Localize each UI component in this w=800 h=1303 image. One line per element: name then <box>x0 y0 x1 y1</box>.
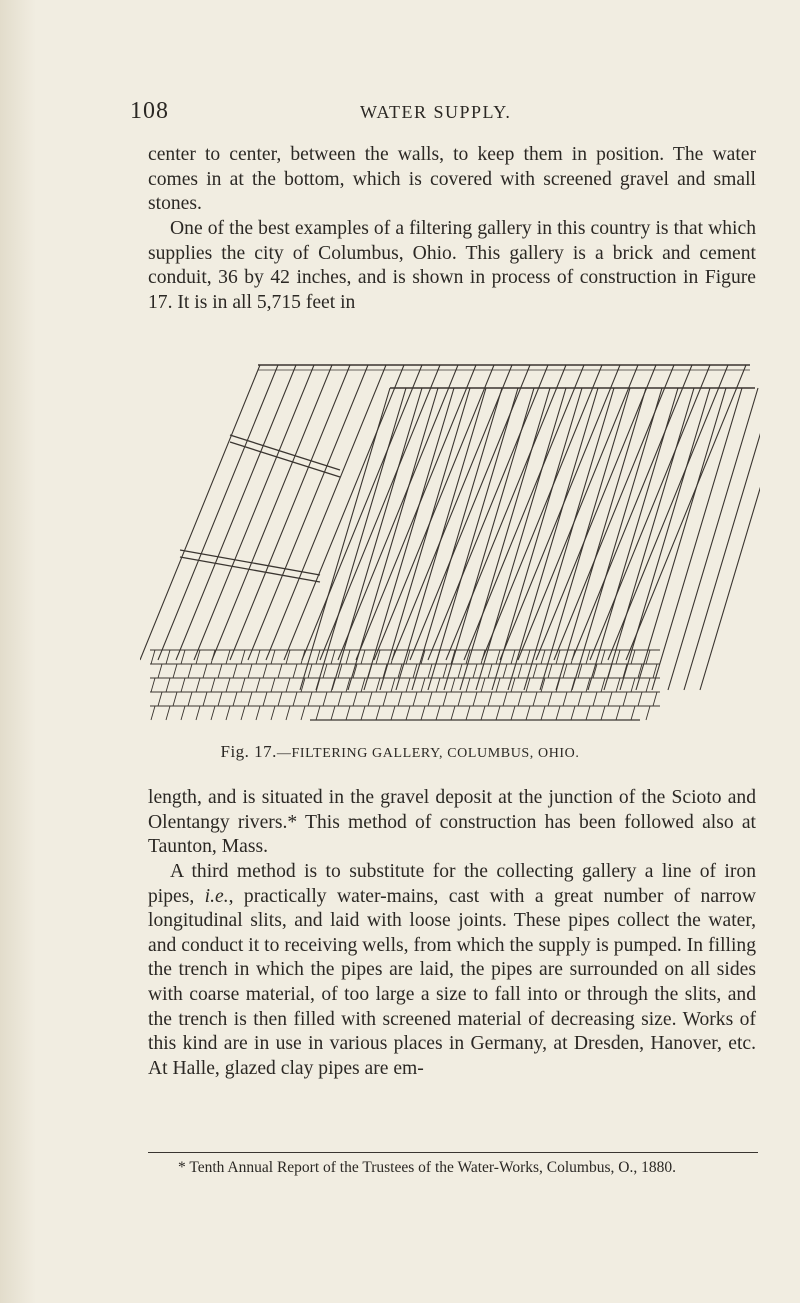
engraving-line <box>151 678 155 692</box>
engraving-line <box>230 435 340 470</box>
engraving-line <box>241 650 245 664</box>
engraving-line <box>248 692 252 706</box>
engraving-line <box>496 678 500 692</box>
engraving-line <box>212 365 332 660</box>
engraving-line <box>533 664 537 678</box>
engraving-line <box>488 664 492 678</box>
engraving-line <box>233 692 237 706</box>
engraving-line <box>188 664 192 678</box>
paragraph-1: center to center, between the walls, to keep them in position. The water comes in at the bottom, which is covered with screened gravel and small stones. <box>148 144 756 215</box>
engraving-line <box>203 664 207 678</box>
engraving-line <box>140 365 260 660</box>
engraving-line <box>301 706 305 720</box>
engraving-line <box>166 706 170 720</box>
paragraph-2: One of the best examples of a filtering gallery in this country is that which supplies the city of Columbus, Ohio. This gallery is a brick and cement conduit, 36 by 42 inches, and is shown in process of construction in Figure 17. It is in all 5,715 feet in <box>148 218 756 313</box>
engraving-line <box>541 650 545 664</box>
paragraph-4-end: , practically water-mains, cast with a great number of narrow longitudinal slits, and laid with loose joints. These pipes collect the water, and conduct it to receiving wells, from which the supply is pumped. In filling the trench in which the pipes are laid, the pipes are surrounded on all sides with coarse material, of too large a size to fall into or through the slits, and the trench is then filled with screened material of decreasing size. Works of this kind are in use in various places in Germany, at Dresden, Hanover, etc. At Halle, glazed clay pipes are em- <box>148 885 757 1079</box>
engraving-line <box>248 664 252 678</box>
engraving-line <box>556 678 560 692</box>
engraving-line <box>511 706 515 720</box>
engraving-line <box>368 692 372 706</box>
paragraph-3: length, and is situated in the gravel deposit at the junction of the Scioto and Olentangy rivers.* This method of construction has been followed also at Taunton, Mass. <box>148 787 756 858</box>
engraving-line <box>473 664 477 678</box>
engraving-line <box>616 650 620 664</box>
engraving-line <box>271 678 275 692</box>
engraving-line <box>353 692 357 706</box>
engraving-line <box>638 692 642 706</box>
engraving-line <box>556 650 560 664</box>
engraving-line <box>151 650 155 664</box>
engraving-line <box>308 692 312 706</box>
engraving-line <box>526 706 530 720</box>
engraving-line <box>230 442 340 477</box>
engraving-line <box>233 664 237 678</box>
engraving-line <box>226 678 230 692</box>
engraving-line <box>391 678 395 692</box>
engraving-line <box>361 650 365 664</box>
engraving-line <box>346 706 350 720</box>
engraving-line <box>458 692 462 706</box>
engraving-line <box>196 650 200 664</box>
engraving-line <box>518 692 522 706</box>
engraving-line <box>496 706 500 720</box>
engraving-line <box>466 678 470 692</box>
engraving-line <box>616 706 620 720</box>
engraving-line <box>323 692 327 706</box>
engraving-line <box>428 664 432 678</box>
engraving-line <box>218 664 222 678</box>
engraving-line <box>293 664 297 678</box>
engraving-line <box>511 650 515 664</box>
engraving-line <box>256 650 260 664</box>
engraving-line <box>684 388 760 690</box>
engraving-line <box>271 650 275 664</box>
running-title: WATER SUPPLY. <box>360 102 512 122</box>
engraving-line <box>406 678 410 692</box>
engraving-line <box>286 650 290 664</box>
engraving-line <box>571 706 575 720</box>
engraving-line <box>218 692 222 706</box>
engraving-line <box>203 692 207 706</box>
engraving-line <box>443 664 447 678</box>
engraving-line <box>488 692 492 706</box>
engraving-line <box>533 692 537 706</box>
engraving-line <box>593 692 597 706</box>
engraving-line <box>473 692 477 706</box>
engraving-line <box>466 706 470 720</box>
engraving-line <box>278 664 282 678</box>
engraving-line <box>181 678 185 692</box>
engraving-line <box>376 678 380 692</box>
engraving-line <box>248 365 368 660</box>
running-head <box>130 98 690 128</box>
engraving-line <box>241 706 245 720</box>
engraving-line <box>586 650 590 664</box>
engraving-line <box>413 692 417 706</box>
engraving-line <box>556 706 560 720</box>
engraving-line <box>571 678 575 692</box>
engraving-line <box>166 678 170 692</box>
engraving-line <box>346 650 350 664</box>
engraving-line <box>263 692 267 706</box>
engraving-line <box>194 365 314 660</box>
engraving-line <box>361 706 365 720</box>
engraving-line <box>181 706 185 720</box>
engraving-line <box>578 692 582 706</box>
engraving-line <box>308 664 312 678</box>
engraving-line <box>436 706 440 720</box>
engraving-line <box>503 664 507 678</box>
engraving-line <box>601 650 605 664</box>
engraving-line <box>406 650 410 664</box>
engraving-line <box>482 365 602 660</box>
engraving-line <box>196 678 200 692</box>
engraving-line <box>421 678 425 692</box>
engraving-line <box>623 692 627 706</box>
engraving-line <box>316 706 320 720</box>
engraving-line <box>518 664 522 678</box>
engraving-line <box>608 664 612 678</box>
engraving-line <box>256 706 260 720</box>
engraving-line <box>263 664 267 678</box>
engraving-line <box>646 678 650 692</box>
engraving-line <box>383 692 387 706</box>
engraving-line <box>151 706 155 720</box>
engraving-line <box>338 692 342 706</box>
engraving-line <box>286 678 290 692</box>
engraving-line <box>541 706 545 720</box>
engraving-line <box>376 706 380 720</box>
engraving-line <box>398 692 402 706</box>
engraving-line <box>392 365 512 660</box>
engraving-line <box>338 365 458 660</box>
engraving-line <box>286 706 290 720</box>
engraving-line <box>301 650 305 664</box>
engraving-line <box>601 706 605 720</box>
engraving-line <box>316 678 320 692</box>
engraving-line <box>158 664 162 678</box>
engraving-line <box>428 692 432 706</box>
figure-caption <box>0 742 800 762</box>
paragraph-4-start: A third method is to substitute for the collecting gallery a line of iron pipes, <box>148 861 756 907</box>
engraving-line <box>458 664 462 678</box>
filtering-gallery-illustration <box>140 360 760 740</box>
engraving-line <box>241 678 245 692</box>
engraving-line <box>496 650 500 664</box>
engraving-line <box>278 692 282 706</box>
figure-caption-text: —FILTERING GALLERY, COLUMBUS, OHIO. <box>276 746 580 761</box>
engraving-line <box>526 650 530 664</box>
engraving-line <box>631 678 635 692</box>
engraving-line <box>368 664 372 678</box>
engraving-line <box>266 365 386 660</box>
paragraph-4 <box>148 860 756 1081</box>
engraving-line <box>451 678 455 692</box>
engraving-line <box>211 678 215 692</box>
engraving-line <box>511 678 515 692</box>
engraving-line <box>481 706 485 720</box>
page-number: 108 <box>130 98 169 124</box>
engraving-line <box>571 650 575 664</box>
engraving-line <box>536 365 656 660</box>
engraving-line <box>180 550 320 575</box>
engraving-line <box>271 706 275 720</box>
engraving-line <box>700 388 760 690</box>
engraving-line <box>180 557 320 582</box>
engraving-line <box>653 692 657 706</box>
engraving-line <box>383 664 387 678</box>
engraving-line <box>226 706 230 720</box>
engraving-line <box>166 650 170 664</box>
engraving-line <box>181 650 185 664</box>
engraving-line <box>548 692 552 706</box>
engraving-line <box>331 706 335 720</box>
footnote-rule <box>148 1152 758 1153</box>
engraving-line <box>646 650 650 664</box>
engraving-line <box>302 365 422 660</box>
engraving-line <box>173 692 177 706</box>
engraving-line <box>481 678 485 692</box>
engraving-line <box>443 692 447 706</box>
page-gutter-shadow <box>0 0 36 1303</box>
engraving-line <box>158 365 278 660</box>
engraving-line <box>211 650 215 664</box>
engraving-line <box>211 706 215 720</box>
engraving-line <box>548 664 552 678</box>
footnote: * Tenth Annual Report of the Trustees of the Water-Works, Columbus, O., 1880. <box>178 1159 676 1176</box>
engraving-line <box>196 706 200 720</box>
engraving-line <box>376 650 380 664</box>
engraving-line <box>331 650 335 664</box>
engraving-line <box>293 692 297 706</box>
engraving-line <box>331 678 335 692</box>
engraving-line <box>623 664 627 678</box>
engraving-line <box>626 365 746 660</box>
engraving-line <box>563 692 567 706</box>
engraving-line <box>646 706 650 720</box>
figure-label: Fig. 17. <box>220 742 277 761</box>
engraving-line <box>503 692 507 706</box>
engraving-line <box>586 706 590 720</box>
engraving-line <box>158 692 162 706</box>
engraving-line <box>436 678 440 692</box>
engraving-line <box>176 365 296 660</box>
engraving-line <box>173 664 177 678</box>
engraving-line <box>436 650 440 664</box>
engraving-line <box>451 706 455 720</box>
engraving-line <box>391 706 395 720</box>
engraving-line <box>421 706 425 720</box>
engraving-line <box>226 650 230 664</box>
engraving-line <box>616 678 620 692</box>
engraving-line <box>406 706 410 720</box>
engraving-line <box>631 706 635 720</box>
engraving-line <box>188 692 192 706</box>
paragraph-4-italic: i.e. <box>204 885 229 907</box>
engraving-line <box>608 692 612 706</box>
engraving-line <box>230 365 350 660</box>
engraving-line <box>256 678 260 692</box>
engraving-line <box>316 650 320 664</box>
